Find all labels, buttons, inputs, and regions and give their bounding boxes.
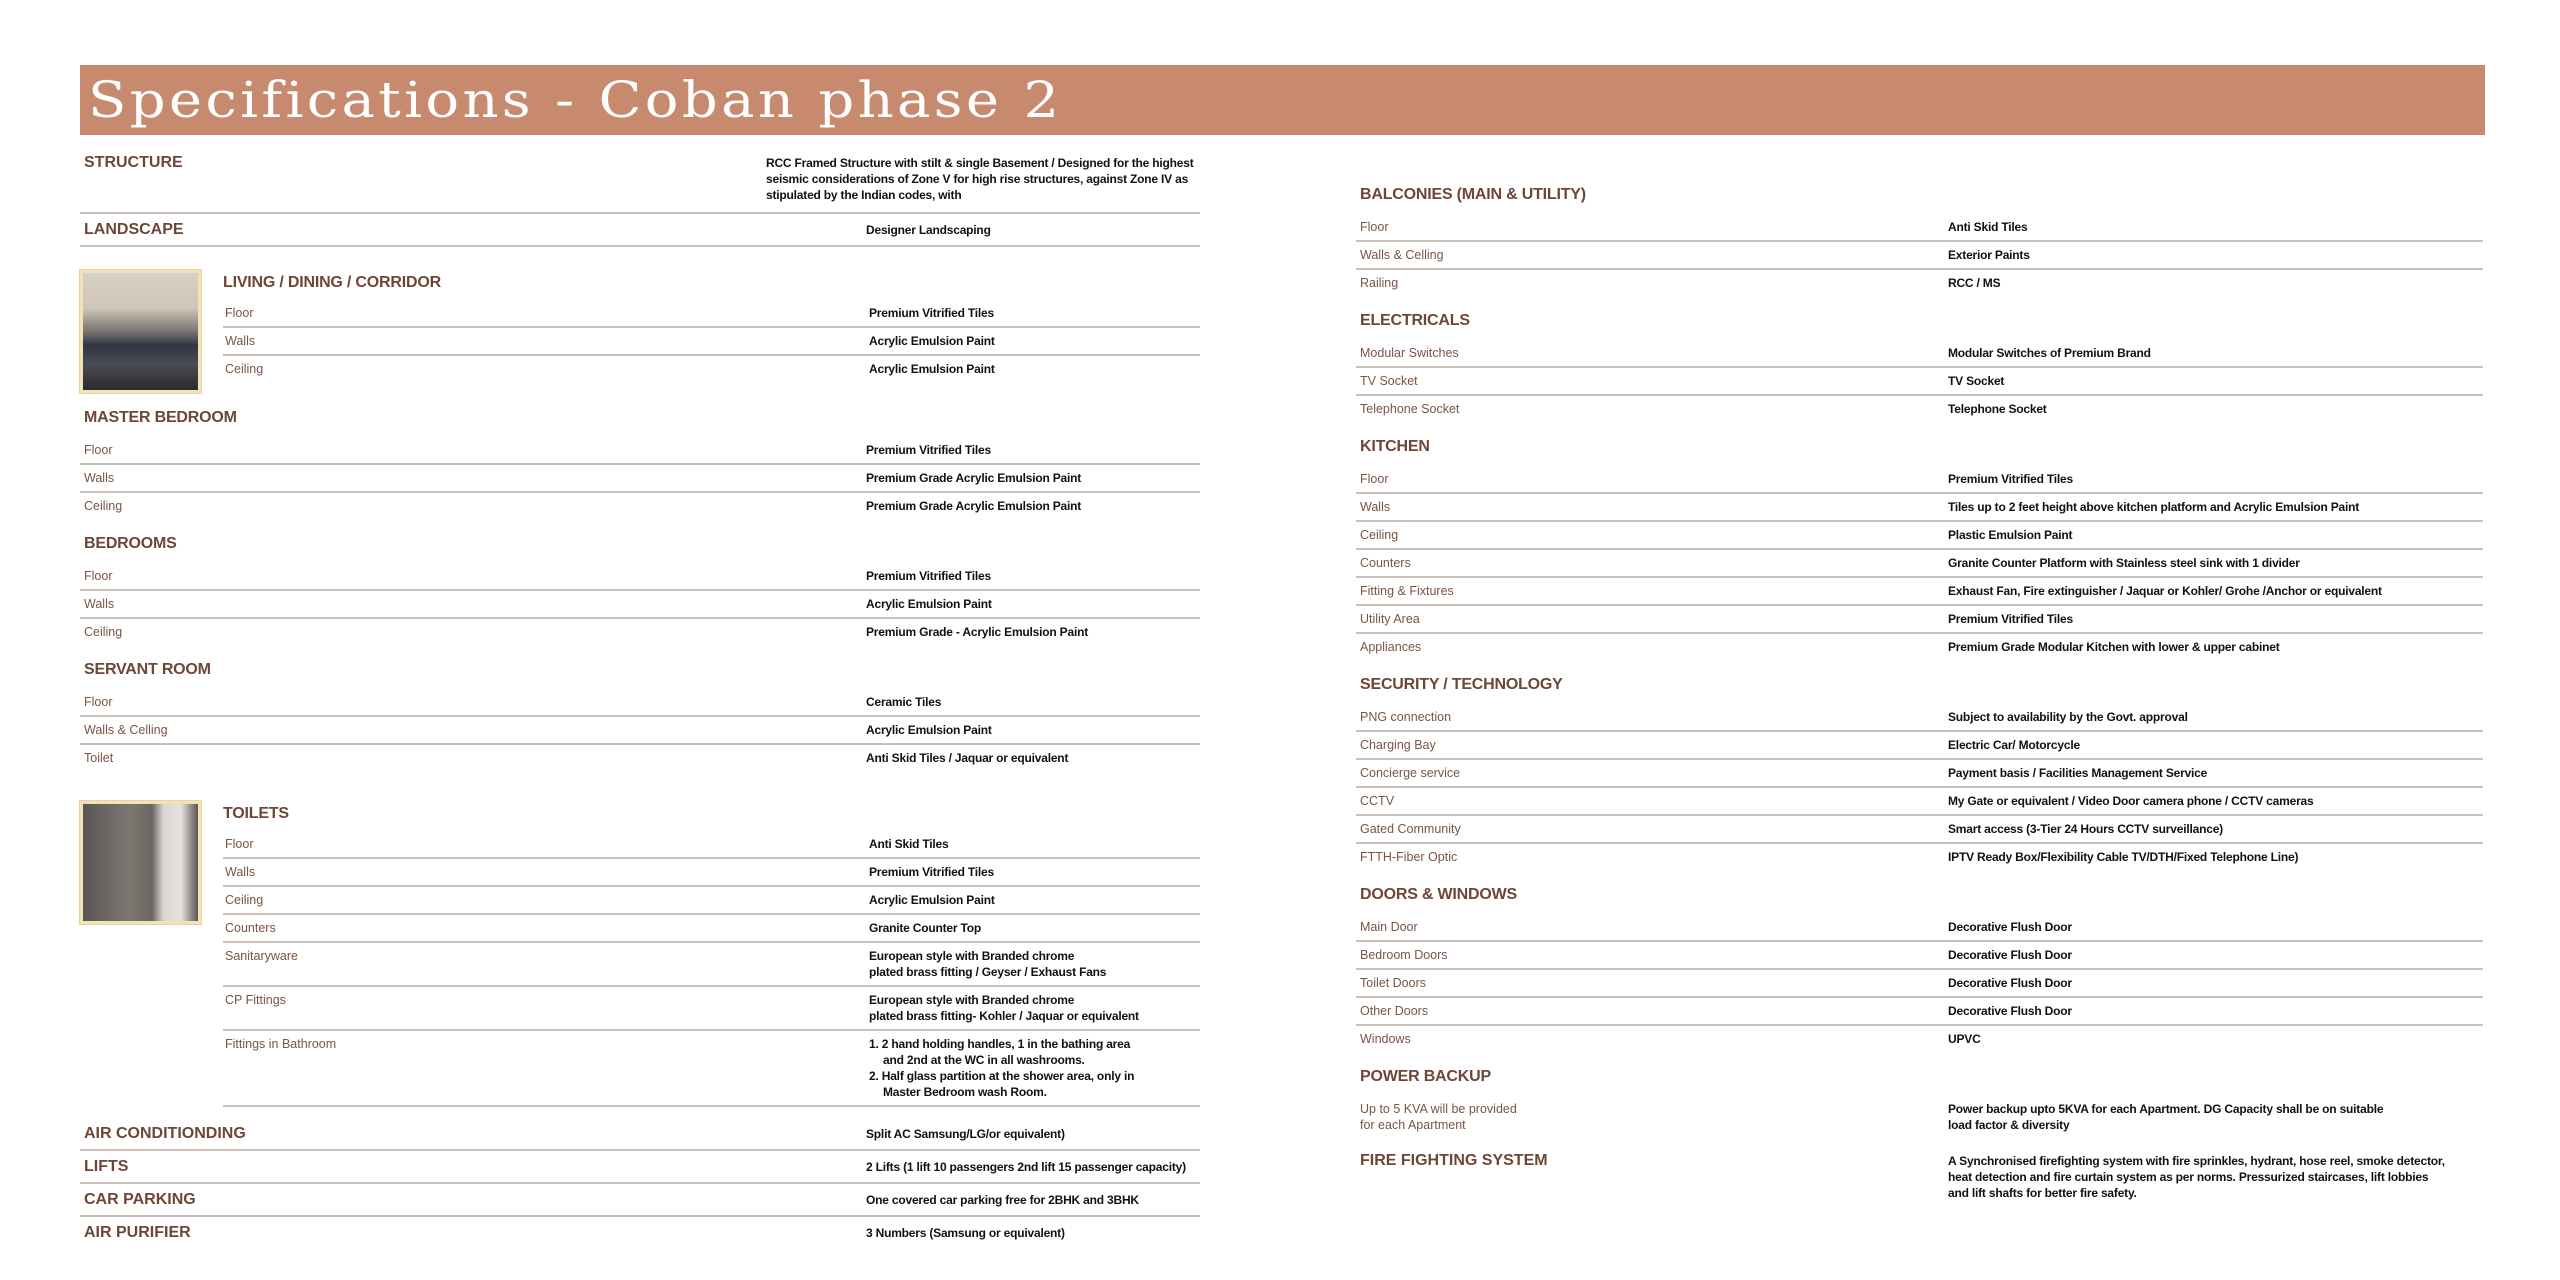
spec-value: [869, 892, 995, 908]
section-kitchen: [1356, 436, 2483, 670]
spec-label: Counters: [1360, 556, 1411, 570]
spec-value: [1948, 1101, 2383, 1133]
spec-row: [80, 437, 1200, 465]
spec-row: [1356, 578, 2483, 606]
spec-value: [866, 722, 992, 738]
section-heading: MASTER BEDROOM: [84, 409, 237, 426]
spec-value: [1948, 737, 2080, 753]
spec-label: Sanitaryware: [225, 949, 298, 963]
spec-value-line: RCC / MS: [1948, 276, 2001, 290]
spec-row: [1356, 970, 2483, 998]
spec-value-line: and lift shafts for better fire safety.: [1948, 1186, 2137, 1200]
section-toilets: [80, 801, 1200, 1107]
spec-value: [866, 498, 1081, 514]
spec-value-line: Premium Vitrified Tiles: [869, 306, 995, 320]
spec-row: [223, 328, 1200, 356]
spec-value-line: seismic considerations of Zone V for high rise structures, against Zone IV as: [766, 172, 1189, 186]
spec-value-line: Premium Grade Acrylic Emulsion Paint: [866, 499, 1082, 513]
spec-value-line: Decorative Flush Door: [1948, 948, 2072, 962]
spec-value: [869, 920, 981, 936]
spec-value-line: Exterior Paints: [1948, 248, 2030, 262]
spec-label: Floor: [1360, 472, 1389, 486]
spec-label: Bedroom Doors: [1360, 948, 1448, 962]
spec-value: [1948, 975, 2072, 991]
spec-row: [1356, 634, 2483, 662]
spec-value: [866, 750, 1068, 766]
spec-value: [866, 596, 992, 612]
spec-value-line: Decorative Flush Door: [1948, 920, 2072, 934]
spec-row: [1356, 788, 2483, 816]
spec-row: [80, 745, 1200, 773]
spec-label: Main Door: [1360, 920, 1418, 934]
spec-label: Telephone Socket: [1360, 402, 1460, 416]
spec-label: Ceiling: [84, 499, 123, 513]
spec-value: [1948, 373, 2004, 389]
spec-value-line: UPVC: [1948, 1032, 1981, 1046]
bedroom-photo: [80, 270, 201, 393]
spec-category-label: AIR PURIFIER: [84, 1224, 191, 1241]
spec-row-air-purifier: [80, 1220, 1200, 1250]
spec-label: TV Socket: [1360, 374, 1418, 388]
section-balconies-main-utility: [1356, 184, 2483, 306]
spec-value-line: Electric Car/ Motorcycle: [1948, 738, 2080, 752]
spec-value: [869, 1036, 1134, 1100]
spec-value-line: Anti Skid Tiles: [1948, 220, 2028, 234]
spec-value: [1948, 275, 2000, 291]
spec-value: [866, 1126, 1065, 1142]
spec-label: Railing: [1360, 276, 1399, 290]
spec-label: Other Doors: [1360, 1004, 1429, 1018]
spec-value-line: Modular Switches of Premium Brand: [1948, 346, 2151, 360]
spec-label: Windows: [1360, 1032, 1411, 1046]
spec-value: [866, 442, 991, 458]
spec-value-line: European style with Branded chrome: [869, 949, 1075, 963]
spec-value-line: Decorative Flush Door: [1948, 1004, 2072, 1018]
spec-row: [223, 859, 1200, 887]
spec-label: Up to 5 KVA will be provided for each Apartment: [1360, 1102, 1517, 1132]
spec-row: [1356, 214, 2483, 242]
section-heading: DOORS & WINDOWS: [1360, 886, 1517, 903]
spec-value: [1948, 1031, 1981, 1047]
spec-label: Walls & Celling: [84, 723, 168, 737]
spec-row: [80, 689, 1200, 717]
spec-row-structure: [80, 150, 1200, 214]
spec-value: [866, 470, 1081, 486]
spec-value-line: Decorative Flush Door: [1948, 976, 2072, 990]
spec-label: Gated Community: [1360, 822, 1461, 836]
spec-value-line: Premium Vitrified Tiles: [1948, 472, 2074, 486]
section-servant-room: [80, 659, 1200, 781]
spec-row: [223, 987, 1200, 1031]
spec-label: Ceiling: [1360, 528, 1399, 542]
spec-row: [1356, 466, 2483, 494]
section-living-dining-corridor: [80, 270, 1200, 393]
spec-value-line: Tiles up to 2 feet height above kitchen platform and Acrylic Emulsion Paint: [1948, 500, 2360, 514]
spec-row: [80, 619, 1200, 647]
spec-label: FTTH-Fiber Optic: [1360, 850, 1458, 864]
spec-value: [869, 864, 994, 880]
spec-value: [866, 1225, 1065, 1241]
spec-category-label: LIFTS: [84, 1158, 129, 1175]
spec-value-line: Plastic Emulsion Paint: [1948, 528, 2073, 542]
spec-value-line: My Gate or equivalent / Video Door camera phone / CCTV cameras: [1948, 794, 2314, 808]
spec-value: [1948, 247, 2030, 263]
spec-row: [1356, 942, 2483, 970]
spec-label: Toilet: [84, 751, 114, 765]
spec-value-line: Granite Counter Platform with Stainless steel sink with 1 divider: [1948, 556, 2300, 570]
spec-value: [866, 1159, 1186, 1175]
spec-value: [866, 1192, 1139, 1208]
spec-label: Charging Bay: [1360, 738, 1436, 752]
spec-label: Walls: [225, 865, 256, 879]
spec-value-line: Anti Skid Tiles: [869, 837, 949, 851]
spec-value-line: Acrylic Emulsion Paint: [869, 893, 995, 907]
spec-row: [1356, 914, 2483, 942]
spec-category-label: CAR PARKING: [84, 1191, 196, 1208]
spec-value: [1948, 471, 2073, 487]
spec-row: [1356, 368, 2483, 396]
spec-value-line: Premium Grade Acrylic Emulsion Paint: [866, 471, 1082, 485]
spec-label: Counters: [225, 921, 276, 935]
spec-label: Floor: [84, 443, 113, 457]
section-heading: BEDROOMS: [84, 535, 177, 552]
spec-row: [223, 1031, 1200, 1107]
spec-value-line: Ceramic Tiles: [866, 695, 942, 709]
spec-row: [1356, 816, 2483, 844]
spec-label: Floor: [225, 306, 254, 320]
spec-value: [1948, 583, 2382, 599]
spec-row: [80, 563, 1200, 591]
spec-value-line: Payment basis / Facilities Management Service: [1948, 766, 2208, 780]
spec-row: [223, 831, 1200, 859]
spec-value: [1948, 401, 2047, 417]
spec-row: [1356, 550, 2483, 578]
spec-row: [80, 591, 1200, 619]
spec-value-line: Designer Landscaping: [866, 223, 991, 237]
section-heading: POWER BACKUP: [1360, 1068, 1491, 1085]
section-heading: BALCONIES (MAIN & UTILITY): [1360, 186, 1586, 203]
spec-label: Floor: [84, 569, 113, 583]
title-banner: [80, 65, 2485, 135]
spec-value-line: stipulated by the Indian codes, with: [766, 188, 962, 202]
spec-value-line: Telephone Socket: [1948, 402, 2047, 416]
spec-value: [1948, 499, 2359, 515]
spec-row-landscape: [80, 217, 1200, 247]
spec-value-line: RCC Framed Structure with stilt & single Basement / Designed for the highest: [766, 156, 1194, 170]
spec-value: [1948, 555, 2300, 571]
spec-value-line: 3 Numbers (Samsung or equivalent): [866, 1226, 1065, 1240]
spec-value-line: A Synchronised firefighting system with fire sprinkles, hydrant, hose reel, smoke detector,: [1948, 1154, 2445, 1168]
spec-row: [1356, 606, 2483, 634]
spec-label: Walls: [225, 334, 256, 348]
spec-value-line: plated brass fitting- Kohler / Jaquar or equivalent: [869, 1009, 1139, 1023]
spec-category-label: STRUCTURE: [84, 154, 183, 171]
spec-row-lifts: [80, 1154, 1200, 1184]
spec-value: [1948, 611, 2073, 627]
spec-row: [223, 943, 1200, 987]
spec-row: [223, 915, 1200, 943]
spec-value-line: and 2nd at the WC in all washrooms.: [883, 1053, 1085, 1067]
spec-value: [1948, 527, 2072, 543]
spec-row: [80, 493, 1200, 521]
spec-value-line: Acrylic Emulsion Paint: [866, 723, 992, 737]
spec-row-fire-fighting-system: [1356, 1148, 2483, 1212]
spec-row: [1356, 704, 2483, 732]
spec-value-line: Anti Skid Tiles / Jaquar or equivalent: [866, 751, 1069, 765]
spec-value: [1948, 947, 2072, 963]
section-security-technology: [1356, 674, 2483, 880]
spec-row: [1356, 732, 2483, 760]
spec-value-line: Exhaust Fan, Fire extinguisher / Jaquar or Kohler/ Grohe /Anchor or equivalent: [1948, 584, 2382, 598]
spec-label: Fittings in Bathroom: [225, 1037, 337, 1051]
spec-value: [869, 361, 995, 377]
spec-label: Walls: [84, 597, 115, 611]
spec-value: [1948, 219, 2027, 235]
spec-label: Fitting & Fixtures: [1360, 584, 1454, 598]
spec-value: [1948, 793, 2314, 809]
spec-value: [1948, 1003, 2072, 1019]
spec-row: [1356, 844, 2483, 872]
spec-value-line: 1. 2 hand holding handles, 1 in the bathing area: [869, 1037, 1131, 1051]
spec-row-air-conditionding: [80, 1121, 1200, 1151]
spec-label: CCTV: [1360, 794, 1395, 808]
spec-row: [223, 356, 1200, 384]
spec-value: [766, 155, 1194, 203]
spec-label: Ceiling: [225, 362, 264, 376]
spec-value-line: TV Socket: [1948, 374, 2005, 388]
spec-value: [1948, 639, 2280, 655]
spec-label: Floor: [225, 837, 254, 851]
spec-value: [1948, 709, 2188, 725]
spec-row-car-parking: [80, 1187, 1200, 1217]
spec-value-line: Premium Vitrified Tiles: [1948, 612, 2074, 626]
bathroom-photo: [80, 801, 201, 924]
spec-row: [1356, 340, 2483, 368]
spec-label: Floor: [1360, 220, 1389, 234]
spec-row: [223, 887, 1200, 915]
spec-value-line: Premium Vitrified Tiles: [866, 569, 992, 583]
spec-row: [80, 465, 1200, 493]
spec-value-line: Split AC Samsung/LG/or equivalent): [866, 1127, 1065, 1141]
spec-value-line: load factor & diversity: [1948, 1118, 2070, 1132]
spec-row: [1356, 270, 2483, 298]
spec-label: Ceiling: [84, 625, 123, 639]
section-heading: SERVANT ROOM: [84, 661, 211, 678]
spec-label: Toilet Doors: [1360, 976, 1426, 990]
spec-value-line: Premium Grade - Acrylic Emulsion Paint: [866, 625, 1089, 639]
spec-value: [866, 568, 991, 584]
spec-value: [1948, 919, 2072, 935]
spec-label: Floor: [84, 695, 113, 709]
spec-value-line: Premium Grade Modular Kitchen with lower & upper cabinet: [1948, 640, 2280, 654]
spec-value: [1948, 765, 2207, 781]
section-heading: LIVING / DINING / CORRIDOR: [223, 274, 441, 291]
spec-label: Modular Switches: [1360, 346, 1459, 360]
spec-value-line: Master Bedroom wash Room.: [883, 1085, 1047, 1099]
section-content: [223, 801, 1200, 1107]
spec-value: [869, 333, 995, 349]
section-master-bedroom: [80, 407, 1200, 529]
spec-value: [866, 694, 941, 710]
spec-value-line: Power backup upto 5KVA for each Apartment. DG Capacity shall be on suitable: [1948, 1102, 2384, 1116]
spec-row: [1356, 242, 2483, 270]
spec-value-line: IPTV Ready Box/Flexibility Cable TV/DTH/Fixed Telephone Line): [1948, 850, 2299, 864]
spec-label: PNG connection: [1360, 710, 1452, 724]
spec-row: [1356, 494, 2483, 522]
spec-value-line: Premium Vitrified Tiles: [866, 443, 992, 457]
section-bedrooms: [80, 533, 1200, 655]
spec-value-line: Smart access (3-Tier 24 Hours CCTV surveillance): [1948, 822, 2223, 836]
left-column: [80, 150, 1200, 1250]
section-heading: ELECTRICALS: [1360, 312, 1470, 329]
spec-value-line: plated brass fitting / Geyser / Exhaust Fans: [869, 965, 1107, 979]
spec-value-line: Subject to availability by the Govt. approval: [1948, 710, 2188, 724]
spec-value-line: European style with Branded chrome: [869, 993, 1075, 1007]
section-content: [223, 270, 1200, 393]
section-power-backup: [1356, 1066, 2483, 1148]
spec-value-line: 2. Half glass partition at the shower area, only in: [869, 1069, 1135, 1083]
spec-value: [869, 836, 948, 852]
spec-value-line: Granite Counter Top: [869, 921, 981, 935]
spec-label: Utility Area: [1360, 612, 1420, 626]
spec-label: Concierge service: [1360, 766, 1461, 780]
page-title: Specifications - Coban phase 2: [88, 71, 1063, 129]
spec-value: [869, 948, 1106, 980]
spec-row: [80, 717, 1200, 745]
spec-label: CP Fittings: [225, 993, 286, 1007]
spec-value-line: Acrylic Emulsion Paint: [869, 334, 995, 348]
spec-value-line: One covered car parking free for 2BHK and 3BHK: [866, 1193, 1139, 1207]
spec-row: [1356, 396, 2483, 424]
spec-value-line: heat detection and fire curtain system as per norms. Pressurized staircases, lift lobbies: [1948, 1170, 2429, 1184]
spec-row: [1356, 760, 2483, 788]
spec-category-label: AIR CONDITIONDING: [84, 1125, 246, 1142]
spec-value: [866, 222, 991, 238]
spec-value: [1948, 1153, 2445, 1201]
spec-value: [1948, 821, 2223, 837]
spec-row: [1356, 998, 2483, 1026]
right-column: [1356, 180, 2483, 1212]
section-heading: KITCHEN: [1360, 438, 1430, 455]
spec-label: Walls: [1360, 500, 1391, 514]
section-heading: TOILETS: [223, 805, 289, 822]
spec-row: [1356, 522, 2483, 550]
spec-category-label: LANDSCAPE: [84, 221, 184, 238]
spec-value: [866, 624, 1088, 640]
section-doors-windows: [1356, 884, 2483, 1062]
spec-value: [1948, 849, 2298, 865]
spec-value: [1948, 345, 2151, 361]
spec-value-line: Acrylic Emulsion Paint: [869, 362, 995, 376]
spec-value: [869, 992, 1139, 1024]
spec-value-line: Premium Vitrified Tiles: [869, 865, 995, 879]
spec-label: Appliances: [1360, 640, 1422, 654]
spec-row: [1356, 1026, 2483, 1054]
spec-label: Walls: [84, 471, 115, 485]
section-heading: SECURITY / TECHNOLOGY: [1360, 676, 1563, 693]
spec-value-line: 2 Lifts (1 lift 10 passengers 2nd lift 15 passenger capacity): [866, 1160, 1186, 1174]
spec-label: Ceiling: [225, 893, 264, 907]
spec-category-label: FIRE FIGHTING SYSTEM: [1360, 1152, 1548, 1169]
section-electricals: [1356, 310, 2483, 432]
spec-value: [869, 305, 994, 321]
spec-label: Walls & Celling: [1360, 248, 1444, 262]
spec-row: [223, 300, 1200, 328]
spec-row: [1356, 1096, 2483, 1140]
spec-value-line: Acrylic Emulsion Paint: [866, 597, 992, 611]
